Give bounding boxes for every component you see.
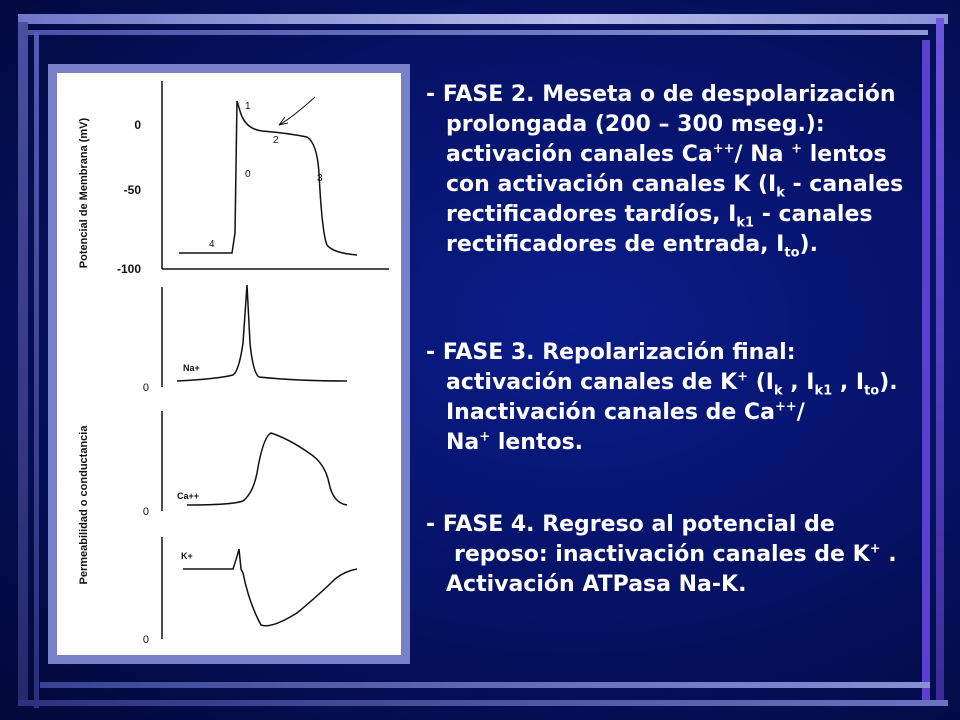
phase-3-title: FASE 3. Repolarización final: bbox=[442, 340, 796, 365]
tick-minus-100: -100 bbox=[116, 262, 141, 276]
ca-conductance-trace bbox=[187, 433, 347, 505]
decorative-left-bar bbox=[18, 22, 28, 702]
phase-label-0: 0 bbox=[245, 169, 251, 180]
phase-3-l2-sub3: to bbox=[864, 383, 880, 399]
decorative-top-bar bbox=[18, 14, 948, 24]
phase-2-l4b: - canales bbox=[784, 172, 904, 197]
phase-4-title-line bbox=[426, 510, 946, 540]
phase-2-title-line bbox=[426, 80, 946, 110]
phase-3-l4-sup: + bbox=[479, 429, 491, 445]
phase-4-l2-sup: + bbox=[869, 541, 881, 557]
phase-2-dash: - bbox=[426, 82, 436, 107]
tick-minus-50: -50 bbox=[123, 183, 141, 197]
phase-2-line-5 bbox=[426, 200, 946, 230]
phase-2-l3-sup2: + bbox=[791, 141, 803, 157]
phase-3-line-4 bbox=[426, 428, 946, 458]
phase-3-l2a: activación canales de K bbox=[446, 370, 738, 395]
phase-2-l6b: ). bbox=[799, 232, 818, 257]
phase-3-l2b: (I bbox=[748, 370, 774, 395]
decorative-bottom-bar-outer bbox=[18, 700, 948, 706]
phase-2-l3a: activación canales Ca bbox=[446, 142, 713, 167]
phase-4-line-3: Activación ATPasa Na-K. bbox=[446, 572, 747, 597]
membrane-potential-ylabel: Potencial de Membrana (mV) bbox=[78, 117, 90, 269]
decorative-top-bar-thin bbox=[28, 30, 928, 35]
ca-zero-tick: 0 bbox=[142, 506, 149, 518]
phase-4-l2a: reposo: inactivación canales de K bbox=[454, 542, 870, 567]
na-label: Na+ bbox=[183, 363, 200, 373]
phase-2-l4-sub: k bbox=[776, 185, 785, 201]
phase-3-l2-sub1: k bbox=[773, 383, 783, 399]
phase-2-title: FASE 2. Meseta o de despolarización bbox=[442, 82, 896, 107]
conductance-ylabel: Permeabilidad o conductancia bbox=[78, 425, 90, 585]
phase-2-l6-sub: to bbox=[784, 245, 800, 261]
action-potential-figure bbox=[48, 64, 410, 664]
phase-3-dash: - bbox=[426, 340, 436, 365]
decorative-bottom-bar bbox=[40, 682, 930, 688]
conductance-panels bbox=[78, 285, 357, 646]
phase-3-title-line bbox=[426, 338, 946, 368]
phase-3-l4a: Na bbox=[446, 430, 480, 455]
decorative-left-bar-thin bbox=[34, 32, 39, 708]
phase-2-l6a: rectificadores de entrada, I bbox=[446, 232, 785, 257]
k-zero-tick: 0 bbox=[142, 634, 149, 646]
na-zero-tick: 0 bbox=[142, 382, 149, 394]
phase-3-line-3 bbox=[426, 398, 946, 428]
phase-2-l3-sup1: ++ bbox=[712, 141, 735, 157]
phase-2-l3b: / Na bbox=[734, 142, 792, 167]
phase-3-line-2 bbox=[426, 368, 946, 398]
phase-3-l2-sup: + bbox=[737, 369, 749, 385]
phase-2-line-3 bbox=[426, 140, 946, 170]
phase-4-title: FASE 4. Regreso al potencial de bbox=[442, 512, 835, 537]
phase-4-dash: - bbox=[426, 512, 436, 537]
phase-label-4: 4 bbox=[209, 239, 215, 250]
phase-3-block bbox=[426, 338, 946, 458]
phase-4-l2b: . bbox=[880, 542, 897, 567]
phase-2-l4a: con activación canales K (I bbox=[446, 172, 777, 197]
phase-label-2: 2 bbox=[273, 135, 279, 146]
plateau-arrow bbox=[279, 97, 315, 125]
phase-2-l5-sub: k1 bbox=[736, 215, 755, 231]
action-potential-trace bbox=[179, 101, 357, 255]
k-label: K+ bbox=[181, 551, 193, 561]
phase-2-line-6 bbox=[426, 230, 946, 260]
tick-0: 0 bbox=[134, 118, 141, 132]
phase-2-l5b: - canales bbox=[754, 202, 873, 227]
phase-2-line-4 bbox=[426, 170, 946, 200]
ca-label: Ca++ bbox=[177, 491, 200, 501]
membrane-potential-panel bbox=[78, 81, 389, 276]
phase-3-l2e: ). bbox=[879, 370, 898, 395]
phase-2-l5a: rectificadores tardíos, I bbox=[446, 202, 737, 227]
phase-3-l2-sub2: k1 bbox=[814, 383, 833, 399]
phase-label-1: 1 bbox=[245, 101, 251, 112]
k-conductance-trace bbox=[183, 549, 357, 626]
phase-3-l2c: , I bbox=[782, 370, 815, 395]
phase-2-l3c: lentos bbox=[802, 142, 887, 167]
phase-3-l2d: , I bbox=[832, 370, 865, 395]
phase-4-block bbox=[426, 510, 946, 600]
phase-3-l3b: / bbox=[796, 400, 805, 425]
phase-2-block bbox=[426, 80, 946, 260]
phase-3-l3a: Inactivación canales de Ca bbox=[446, 400, 775, 425]
figure-svg bbox=[57, 73, 401, 655]
na-conductance-trace bbox=[177, 285, 347, 381]
phase-3-l4b: lentos. bbox=[490, 430, 584, 455]
phase-3-l3-sup: ++ bbox=[774, 399, 797, 415]
plateau-arrow-head bbox=[279, 117, 288, 125]
phase-2-line-2: prolongada (200 – 300 mseg.): bbox=[446, 112, 825, 137]
figure-canvas bbox=[57, 73, 401, 655]
phase-label-3: 3 bbox=[317, 173, 323, 184]
phase-4-line-2 bbox=[426, 540, 946, 570]
